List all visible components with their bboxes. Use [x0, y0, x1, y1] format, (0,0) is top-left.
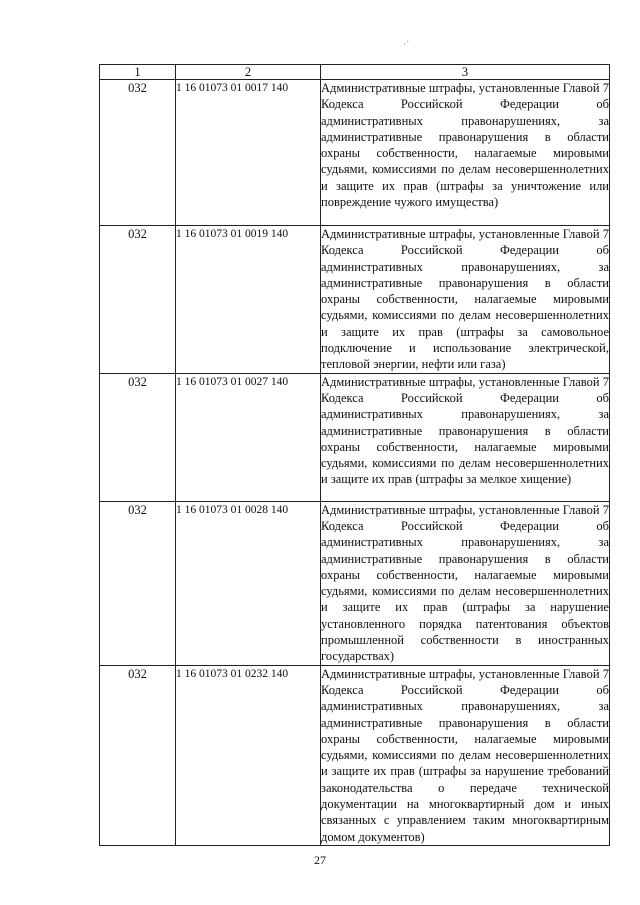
kbk-code-cell: 1 16 01073 01 0027 140	[176, 373, 321, 501]
kbk-code-cell: 1 16 01073 01 0017 140	[176, 80, 321, 226]
admin-code-cell: 032	[100, 373, 176, 501]
scan-mark: ·´	[403, 39, 409, 49]
description-cell: Административные штрафы, установленные Главой 7 Кодекса Российской Федерации об административных правонарушениях, за административные правонарушения в области охраны собственности, налагаемые мировыми судьями, комиссиями по делам несовершеннолетних и защите их прав (штрафы за уничтожение или повреждение чужого имущества)	[321, 80, 610, 226]
description-cell: Административные штрафы, установленные Главой 7 Кодекса Российской Федерации об административных правонарушениях, за административные правонарушения в области охраны собственности, налагаемые мировыми судьями, комиссиями по делам несовершеннолетних и защите их прав (штрафы за нарушение требований законодательства о передаче технической документации на многоквартирный дом и иных связанных с управлением таким многоквартирным домом документов)	[321, 666, 609, 844]
description-cell: Административные штрафы, установленные Главой 7 Кодекса Российской Федерации об административных правонарушениях, за административные правонарушения в области охраны собственности, налагаемые мировыми судьями, комиссиями по делам несовершеннолетних и защите их прав (штрафы за мелкое хищение)	[321, 373, 610, 501]
admin-code-cell: 032	[100, 226, 176, 374]
table-row	[100, 80, 610, 226]
kbk-code-cell: 1 16 01073 01 0019 140	[176, 226, 321, 374]
admin-code-cell: 032	[100, 501, 176, 665]
budget-code-table	[99, 64, 610, 846]
table-row	[100, 665, 610, 845]
column-header-3: 3	[321, 65, 610, 80]
column-header-1: 1	[100, 65, 176, 80]
admin-code-cell: 032	[100, 80, 176, 226]
table-row	[100, 373, 610, 501]
table-row	[100, 501, 610, 665]
kbk-code-cell: 1 16 01073 01 0028 140	[176, 501, 321, 665]
kbk-code-cell: 1 16 01073 01 0232 140	[176, 665, 321, 845]
page-number: 27	[314, 853, 326, 867]
admin-code-cell: 032	[100, 665, 176, 845]
table-header-row	[100, 65, 610, 80]
table-row	[100, 226, 610, 374]
description-cell: Административные штрафы, установленные Главой 7 Кодекса Российской Федерации об административных правонарушениях, за административные правонарушения в области охраны собственности, налагаемые мировыми судьями, комиссиями по делам несовершеннолетних и защите их прав (штрафы за нарушение установленного порядка патентования объектов промышленной собственности в иностранных государствах)	[321, 502, 609, 664]
description-cell: Административные штрафы, установленные Главой 7 Кодекса Российской Федерации об административных правонарушениях, за административные правонарушения в области охраны собственности, налагаемые мировыми судьями, комиссиями по делам несовершеннолетних и защите их прав (штрафы за самовольное подключение и использование электрической, тепловой энергии, нефти или газа)	[321, 227, 609, 372]
column-header-2: 2	[176, 65, 321, 80]
